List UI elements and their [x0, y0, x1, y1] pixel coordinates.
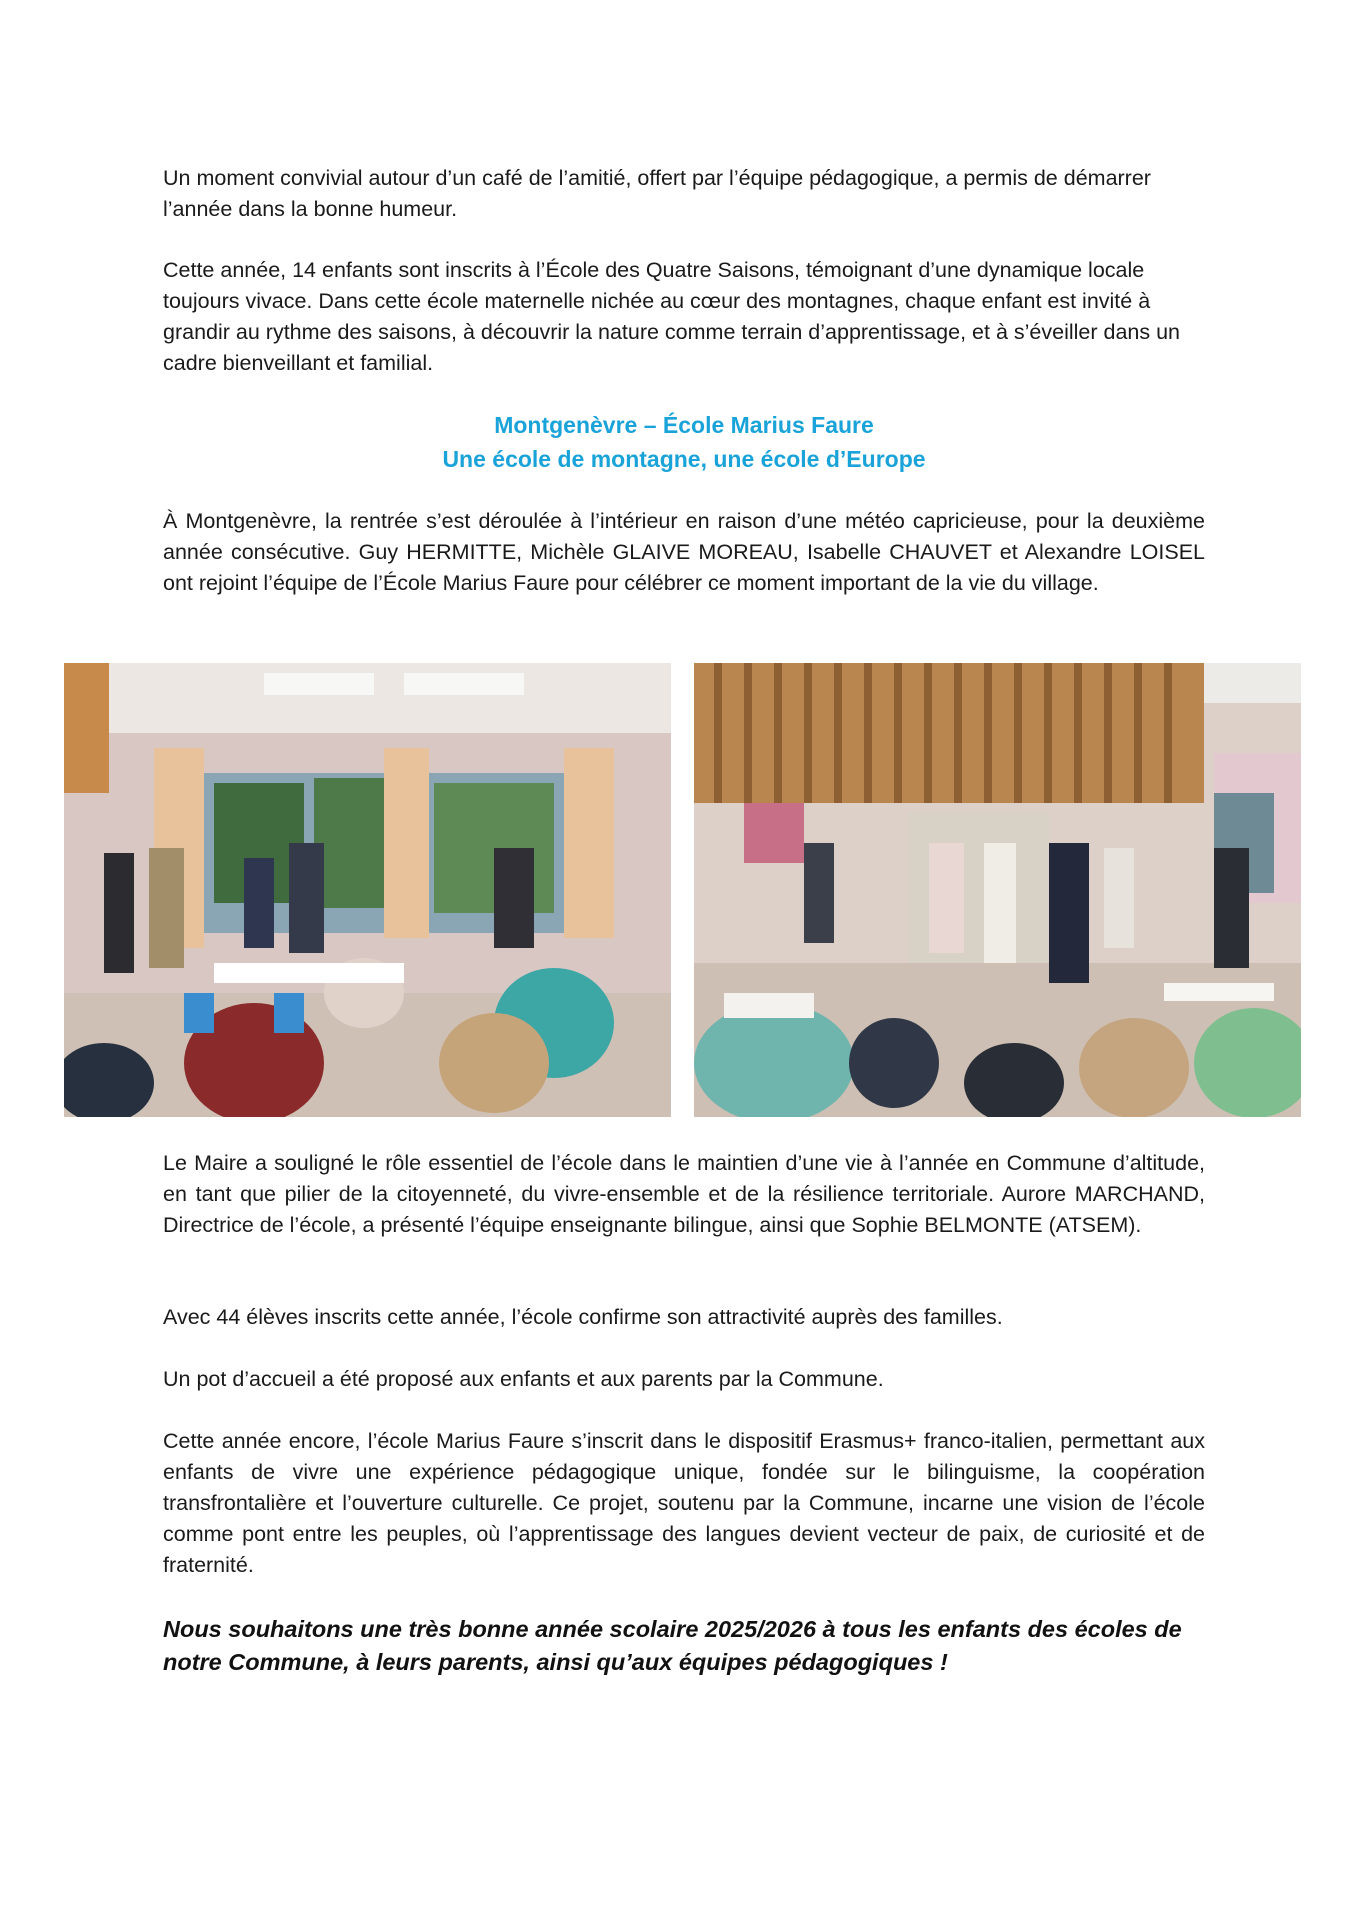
- paragraph-maire-discours: Le Maire a souligné le rôle essentiel de l’école dans le maintien d’une vie à l’année en Commune d’altitude, en tant que pilier de la citoyenneté, du vivre-ensemble et de la résilience territoriale. Aurore MARCHAND, Directrice de l’école, a présenté l’équipe enseignante bilingue, ainsi que Sophie BELMONTE (ATSEM).: [163, 1151, 1205, 1237]
- section-title: Montgenèvre – École Marius Faure: [494, 412, 874, 438]
- classroom-photo-right-image: [694, 663, 1301, 1117]
- paragraph-erasmus: Cette année encore, l’école Marius Faure s’inscrit dans le dispositif Erasmus+ franco-italien, permettant aux enfants de vivre une expérience pédagogique unique, fondée sur le bilinguisme, la coopération transfrontalière et l’ouverture culturelle. Ce projet, soutenu par la Commune, incarne une vision de l’école comme pont entre les peuples, où l’apprentissage des langues devient vecteur de paix, de curiosité et de fraternité.: [163, 1429, 1205, 1577]
- paragraph-cafe-amitie: Un moment convivial autour d’un café de l’amitié, offert par l’équipe pédagogique, a permis de démarrer l’année dans la bonne humeur.: [163, 166, 1151, 221]
- classroom-photo-left: [64, 663, 671, 1117]
- section-subtitle: Une école de montagne, une école d’Europe: [442, 446, 926, 472]
- paragraph-eleves-inscrits: Avec 44 élèves inscrits cette année, l’école confirme son attractivité auprès des familles.: [163, 1305, 1003, 1329]
- closing-message: Nous souhaitons une très bonne année scolaire 2025/2026 à tous les enfants des écoles de notre Commune, à leurs parents, ainsi qu’aux équipes pédagogiques !: [163, 1616, 1182, 1675]
- classroom-photo-left-image: [64, 663, 671, 1117]
- paragraph-pot-accueil: Un pot d’accueil a été proposé aux enfants et aux parents par la Commune.: [163, 1367, 884, 1391]
- classroom-photo-right: [694, 663, 1301, 1117]
- paragraph-montgenevre-rentree: À Montgenèvre, la rentrée s’est déroulée à l’intérieur en raison d’une météo capricieuse, pour la deuxième année consécutive. Guy HERMITTE, Michèle GLAIVE MOREAU, Isabelle CHAUVET et Alexandre LOISEL ont rejoint l’équipe de l’École Marius Faure pour célébrer ce moment important de la vie du village.: [163, 509, 1205, 595]
- paragraph-ecole-quatre-saisons: Cette année, 14 enfants sont inscrits à l’École des Quatre Saisons, témoignant d’une dynamique locale toujours vivace. Dans cette école maternelle nichée au cœur des montagnes, chaque enfant est invité à grandir au rythme des saisons, à découvrir la nature comme terrain d’apprentissage, et à s’éveiller dans un cadre bienveillant et familial.: [163, 258, 1180, 375]
